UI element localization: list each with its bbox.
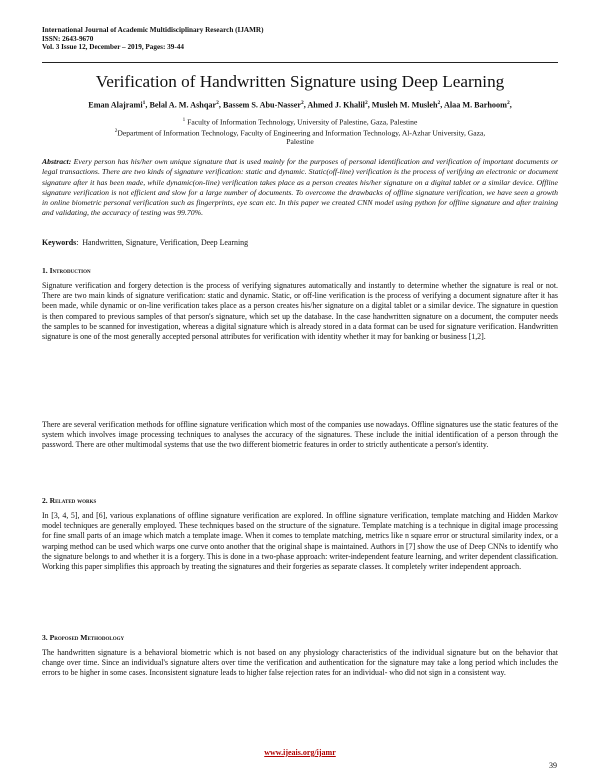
author-name: Belal A. M. Ashqar [149,100,217,110]
abstract-text: Every person has his/her own unique signature that is used mainly for the purposes of personal identification and verification of important documents or legal transactions. There are two kinds of signature verification: static and dynamic. Static(off-line) verification is the process of verifying an electronic or document signature after it has been made, while dynamic(on-line) verification takes place as a person creates his/her signature on a digital tablet or a similar device. Offline signature verification is not efficient and slow for a large number of documents. To overcome the drawbacks of offline signature verification, we have seen a growth in online biometric personal verification such as fingerprints, eye scan etc. In this paper we created CNN model using python for offline signature and after training and validating, the accuracy of testing was 99.70%. [42,157,558,218]
header-rule [42,62,558,63]
author-name: Musleh M. Musleh [371,100,438,110]
section-heading-introduction: 1. Introduction [42,266,91,275]
journal-volume: Vol. 3 Issue 12, December – 2019, Pages: 39-44 [42,43,184,52]
author-name: Eman Alajrami [88,100,143,110]
keywords: Keywords: Handwritten, Signature, Verification, Deep Learning [42,238,249,247]
author-list: Eman Alajrami$^1$, Belal A. M. Ashqar$^2$, Bassem S. Abu-Nasser$^2$, Ahmed J. Khalil$^2$, Musleh M. Musleh$^2$, Alaa M. Barhoom$^2$, [88,100,512,110]
section-heading-methodology: 3. Proposed Methodology [42,633,125,642]
keywords-text: Handwritten, Signature, Verification, Deep Learning [82,238,249,247]
author-name: Bassem S. Abu-Nasser [222,100,301,110]
keywords-label: Keywords [42,238,77,247]
journal-name: International Journal of Academic Multidisciplinary Research (IJAMR) [42,26,264,34]
journal-issn: ISSN: 2643-9670 [42,34,94,43]
related-works-paragraph: In [3, 4, 5], and [6], various explanations of offline signature verification are explored. In offline signature verification, template matching and Hidden Markov model techniques are generally employed. These techniques based on the structure of the signature. Template matching is a technique in digital image processing for fine small parts of an image which match a template image. When it comes to template matching, metrics like n square error or structural similarity index, or a warping method can be used which warps one curve onto another that the original shape is maintained. Authors in [7] show the use of Deep CNNs to identify who the signature belongs to and whether it is a forgery. This is done in a two-phase approach: writer-independent feature learning, and writer dependent classification. Working this paper simplifies this approach by treating the signatures and their forgeries as separate classes. It completely writer independent approach. [42,511,558,572]
section-heading-related-works: 2. Related works [42,496,97,505]
author-name: Alaa M. Barhoom [443,100,507,110]
affiliation-2-continued: Palestine [286,137,314,146]
page-number: 39 [549,761,557,770]
introduction-paragraph-2: There are several verification methods for offline signature verification which most of the companies use nowadays. Offline signatures use the static features of the system which involves image processing techniques to analyses the accuracy of the signatures. These include the initial identification of a person through the password. There are other multimodal systems that use the two different biometric features in order to strictly authenticate a person's identity. [42,420,558,450]
journal-url-link[interactable]: www.ijeais.org/ijamr [264,748,336,757]
abstract-label: Abstract: [42,157,72,166]
paper-title: Verification of Handwritten Signature using Deep Learning [95,72,505,91]
author-name: Ahmed J. Khalil [307,100,365,110]
abstract [42,157,558,219]
methodology-paragraph: The handwritten signature is a behavioral biometric which is not based on any physiology characteristics of the individual signature but on the behavior that change over time. Since an individual's signature alters over time the verification and authentication for the signature may take a long period which includes the errors to be higher in some cases. Inconsistent signature leads to higher false rejection rates for an individual- who did not sign in a consistent way. [42,648,558,678]
footer [0,748,600,757]
introduction-paragraph-1: Signature verification and forgery detection is the process of verifying signatures automatically and instantly to determine whether the signature is real or not. There are two main kinds of signature verification: static and dynamic. Static, or off-line verification is the process of verifying a document signature after it has been made, while dynamic or on-line verification takes place as a person creates his/her signature on a digital tablet or a similar device. The signature in question is then compared to previous samples of that person's signature, which set up the database. In the case handwritten signature on a document, the computer needs the samples to be scanned for investigation, whereas a digital signature which is already stored in a data format can be used for signature verification. Handwritten signature is one of the most generally accepted personal attributes for verification with identity whether it may for banking or business [1,2]. [42,281,558,342]
journal-header [42,26,263,52]
affiliation-1: $^1$ Faculty of Information Technology, University of Palestine, Gaza, Palestine [182,117,418,127]
affiliation-2: $^2$Department of Information Technology, Faculty of Engineering and Information Technology, Al-Azhar University, Gaza, [114,128,486,138]
